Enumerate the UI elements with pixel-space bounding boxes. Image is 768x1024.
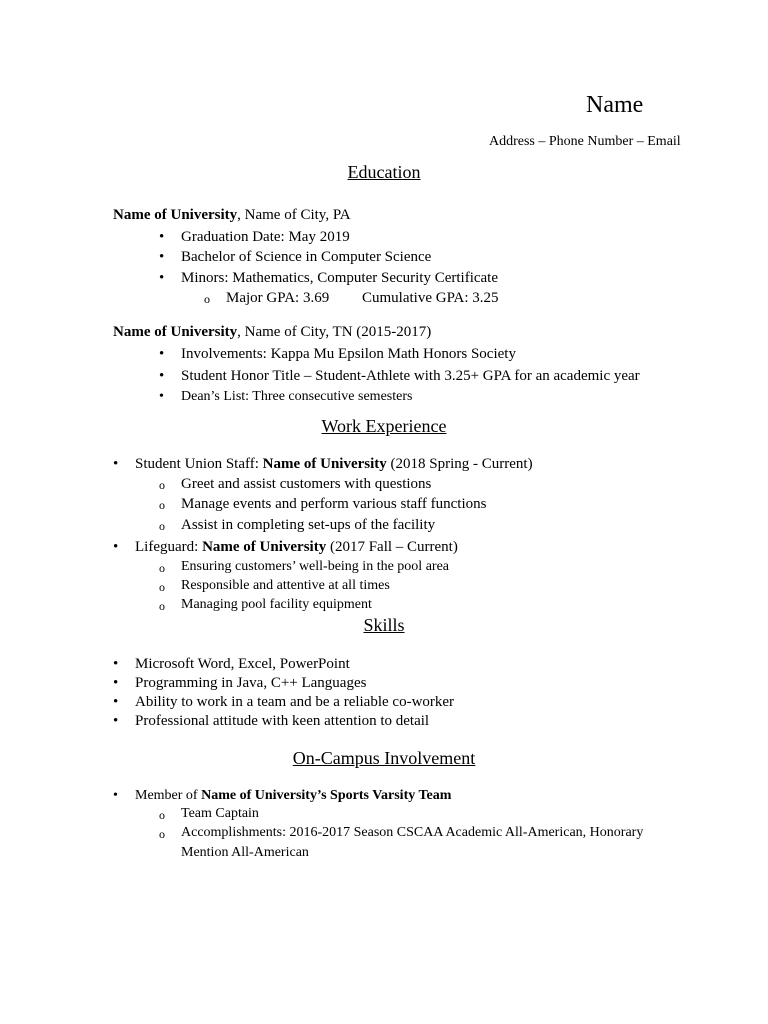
job1-item: o Manage events and perform various staff functions — [181, 496, 486, 513]
school2-line — [113, 324, 431, 341]
school1-line — [113, 207, 351, 224]
job2-item: o Responsible and attentive at all times — [181, 578, 390, 594]
school1-name: Name of University — [113, 207, 238, 223]
school2-item: • Student Honor Title – Student-Athlete with 3.25+ GPA for an academic year — [181, 368, 640, 385]
job2-line — [135, 539, 458, 556]
school1-item: • Graduation Date: May 2019 — [181, 229, 350, 246]
skill-item: • Microsoft Word, Excel, PowerPoint — [135, 656, 350, 673]
school1-item: • Bachelor of Science in Computer Science — [181, 249, 431, 266]
campus-item: o Accomplishments: 2016-2017 Season CSCAA Academic All-American, Honorary — [181, 825, 643, 841]
member-prefix: Member of — [135, 788, 202, 803]
school2-location: , Name of City, TN (2015-2017) — [237, 324, 432, 340]
education-heading: Education — [347, 162, 421, 182]
school2-name: Name of University — [113, 324, 238, 340]
contact-line: Address – Phone Number – Email — [489, 134, 681, 149]
job1-dates: (2018 Spring - Current) — [386, 456, 533, 472]
work-heading: Work Experience — [321, 416, 447, 436]
school2-item: • Involvements: Kappa Mu Epsilon Math Honors Society — [181, 346, 516, 363]
campus-member-line — [135, 788, 451, 804]
school1-location: , Name of City, PA — [237, 207, 351, 223]
school2-item: • Dean’s List: Three consecutive semesters — [181, 389, 412, 405]
job1-org: Name of University — [262, 456, 387, 472]
cumulative-gpa: Cumulative GPA: 3.25 — [362, 290, 499, 306]
resume-name: Name — [586, 92, 644, 118]
skill-item: • Programming in Java, C++ Languages — [135, 675, 366, 692]
job2-item: o Ensuring customers’ well-being in the pool area — [181, 559, 449, 575]
school1-item: • Minors: Mathematics, Computer Security Certificate — [181, 270, 498, 287]
campus-item-continued: Mention All-American — [181, 845, 309, 860]
major-gpa: o Major GPA: 3.69 — [226, 290, 329, 307]
skill-item: • Professional attitude with keen attention to detail — [135, 713, 429, 730]
job1-title: Student Union Staff: — [135, 456, 263, 472]
skills-heading: Skills — [363, 615, 405, 635]
member-team: Name of University’s Sports Varsity Team — [201, 788, 452, 803]
campus-heading: On-Campus Involvement — [292, 748, 476, 768]
job2-org: Name of University — [202, 539, 327, 555]
job2-title: Lifeguard: — [135, 539, 203, 555]
job1-item: o Greet and assist customers with questions — [181, 476, 431, 493]
job1-line — [135, 456, 533, 473]
campus-item: o Team Captain — [181, 806, 259, 822]
job2-item: o Managing pool facility equipment — [181, 597, 372, 613]
skill-item: • Ability to work in a team and be a reliable co-worker — [135, 694, 454, 711]
job2-dates: (2017 Fall – Current) — [326, 539, 458, 555]
job1-item: o Assist in completing set-ups of the facility — [181, 517, 435, 534]
